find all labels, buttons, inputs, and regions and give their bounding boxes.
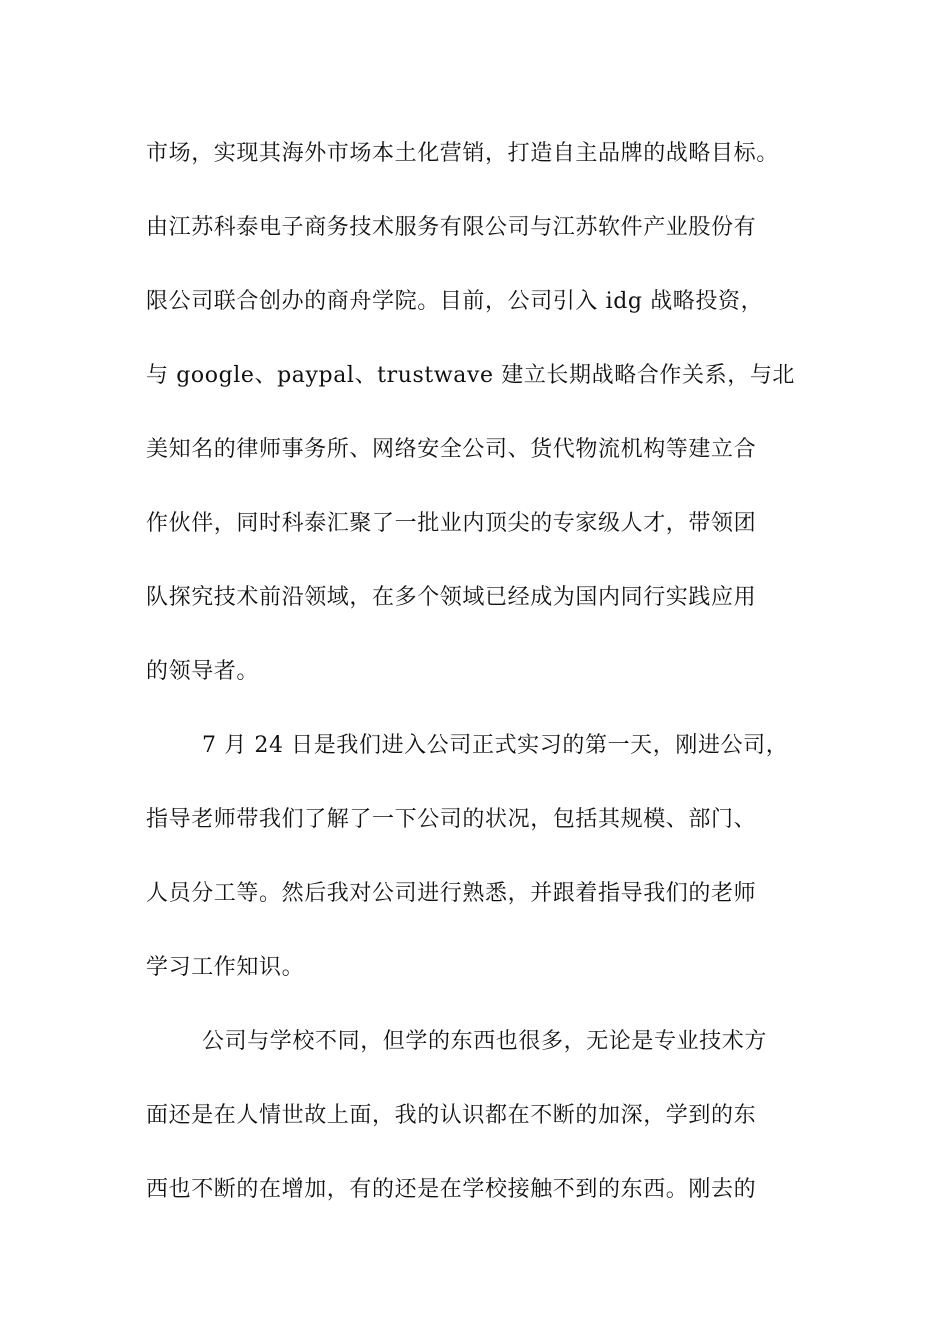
text-line: 限公司联合创办的商舟学院。目前，公司引入 idg 战略投资， xyxy=(146,289,764,314)
paragraph-first-line: 公司与学校不同，但学的东西也很多，无论是专业技术方 xyxy=(202,1029,768,1054)
text-line: 队探究技术前沿领域，在多个领域已经成为国内同行实践应用 xyxy=(146,585,757,610)
paragraph-first-line: 7 月 24 日是我们进入公司正式实习的第一天，刚进公司， xyxy=(202,733,789,758)
text-line: 的领导者。 xyxy=(146,659,260,684)
text-line: 市场，实现其海外市场本土化营销，打造自主品牌的战略目标。 xyxy=(146,141,779,166)
text-line: 美知名的律师事务所、网络安全公司、货代物流机构等建立合 xyxy=(146,437,757,462)
text-line: 面还是在人情世故上面，我的认识都在不断的加深，学到的东 xyxy=(146,1103,757,1128)
text-line: 西也不断的在增加，有的还是在学校接触不到的东西。刚去的 xyxy=(146,1177,757,1202)
text-line: 作伙伴，同时科泰汇聚了一批业内顶尖的专家级人才，带领团 xyxy=(146,511,757,536)
text-line: 与 google、paypal、trustwave 建立长期战略合作关系，与北 xyxy=(146,363,796,388)
text-line: 学习工作知识。 xyxy=(146,955,305,980)
text-line: 指导老师带我们了解了一下公司的状况，包括其规模、部门、 xyxy=(146,807,757,832)
text-line: 人员分工等。然后我对公司进行熟悉，并跟着指导我们的老师 xyxy=(146,881,757,906)
text-line: 由江苏科泰电子商务技术服务有限公司与江苏软件产业股份有 xyxy=(146,215,757,240)
